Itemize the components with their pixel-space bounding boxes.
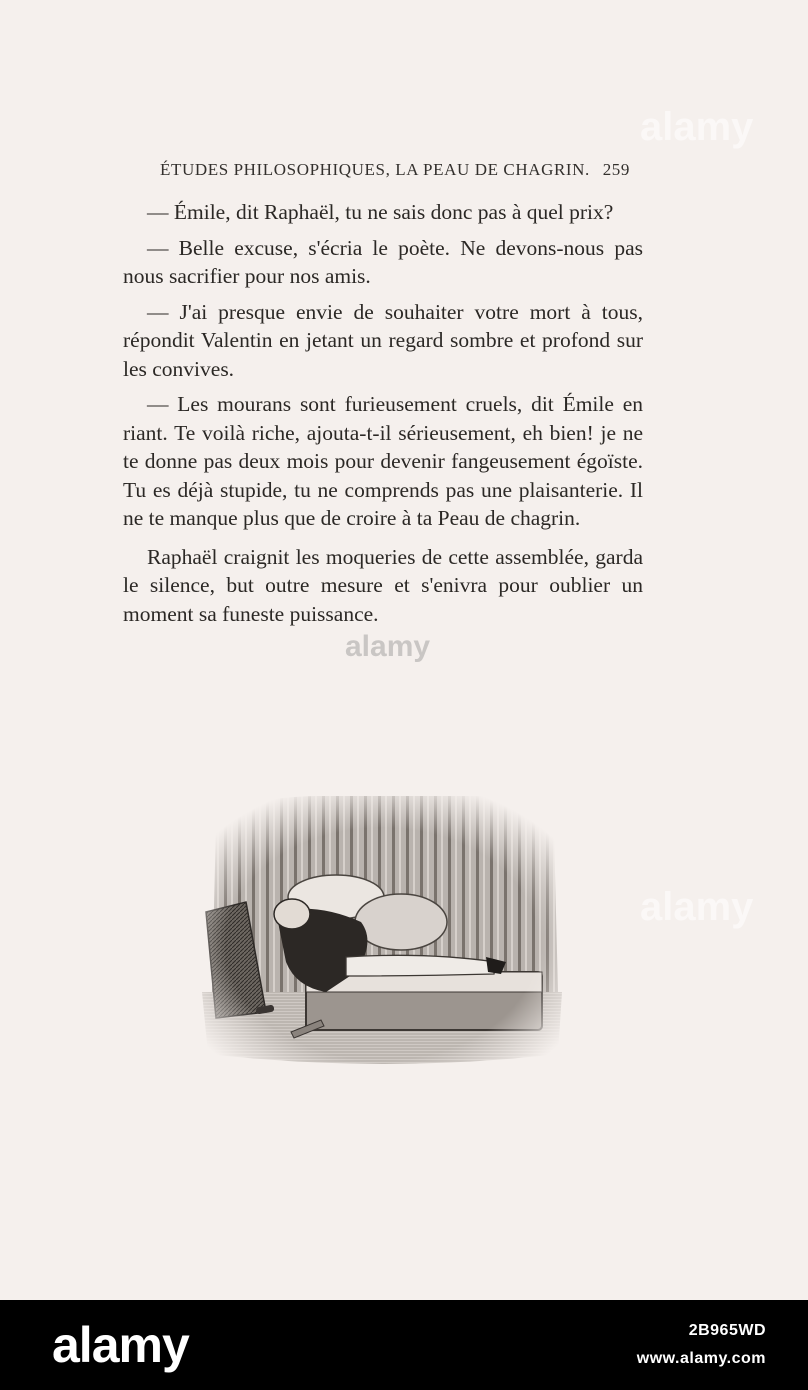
paragraph: — J'ai presque envie de souhaiter votre mort à tous, répondit Valentin en jetant un regard sombre et profond sur les convives.	[123, 299, 643, 381]
running-head-title: ÉTUDES PHILOSOPHIQUES, LA PEAU DE CHAGRIN.	[160, 160, 590, 179]
page-number: 259	[602, 160, 630, 179]
footer-info	[637, 1322, 766, 1368]
alamy-logo: alamy	[52, 1317, 189, 1373]
watermark-text: alamy	[640, 105, 754, 149]
paragraph: — Émile, dit Raphaël, tu ne sais donc pas à quel prix?	[147, 200, 614, 224]
image-id: 2B965WD	[688, 1322, 766, 1339]
watermark-text: alamy	[345, 630, 431, 663]
watermark-text: alamy	[640, 885, 754, 929]
body-text	[123, 198, 643, 635]
paragraph: — Les mourans sont furieusement cruels, dit Émile en riant. Te voilà riche, ajouta-t-il sérieusement, eh bien! je ne te donne pas deux mois pour devenir fangeusement égoïste. Tu es déjà stupide, tu ne comprends pas une plaisanterie. Il ne te manque plus que de croire à ta Peau de chagrin.	[123, 392, 643, 530]
paragraph: Raphaël craignit les moqueries de cette assemblée, garda le silence, but outre mesure et s'enivra pour oublier un moment sa funeste puissance.	[123, 544, 643, 626]
running-head	[160, 160, 630, 180]
paragraph: — Belle excuse, s'écria le poète. Ne devons-nous pas nous sacrifier pour nos amis.	[123, 235, 643, 288]
site-url: www.alamy.com	[636, 1350, 766, 1367]
stock-footer-bar	[0, 1300, 808, 1390]
engraving-illustration	[196, 792, 568, 1068]
